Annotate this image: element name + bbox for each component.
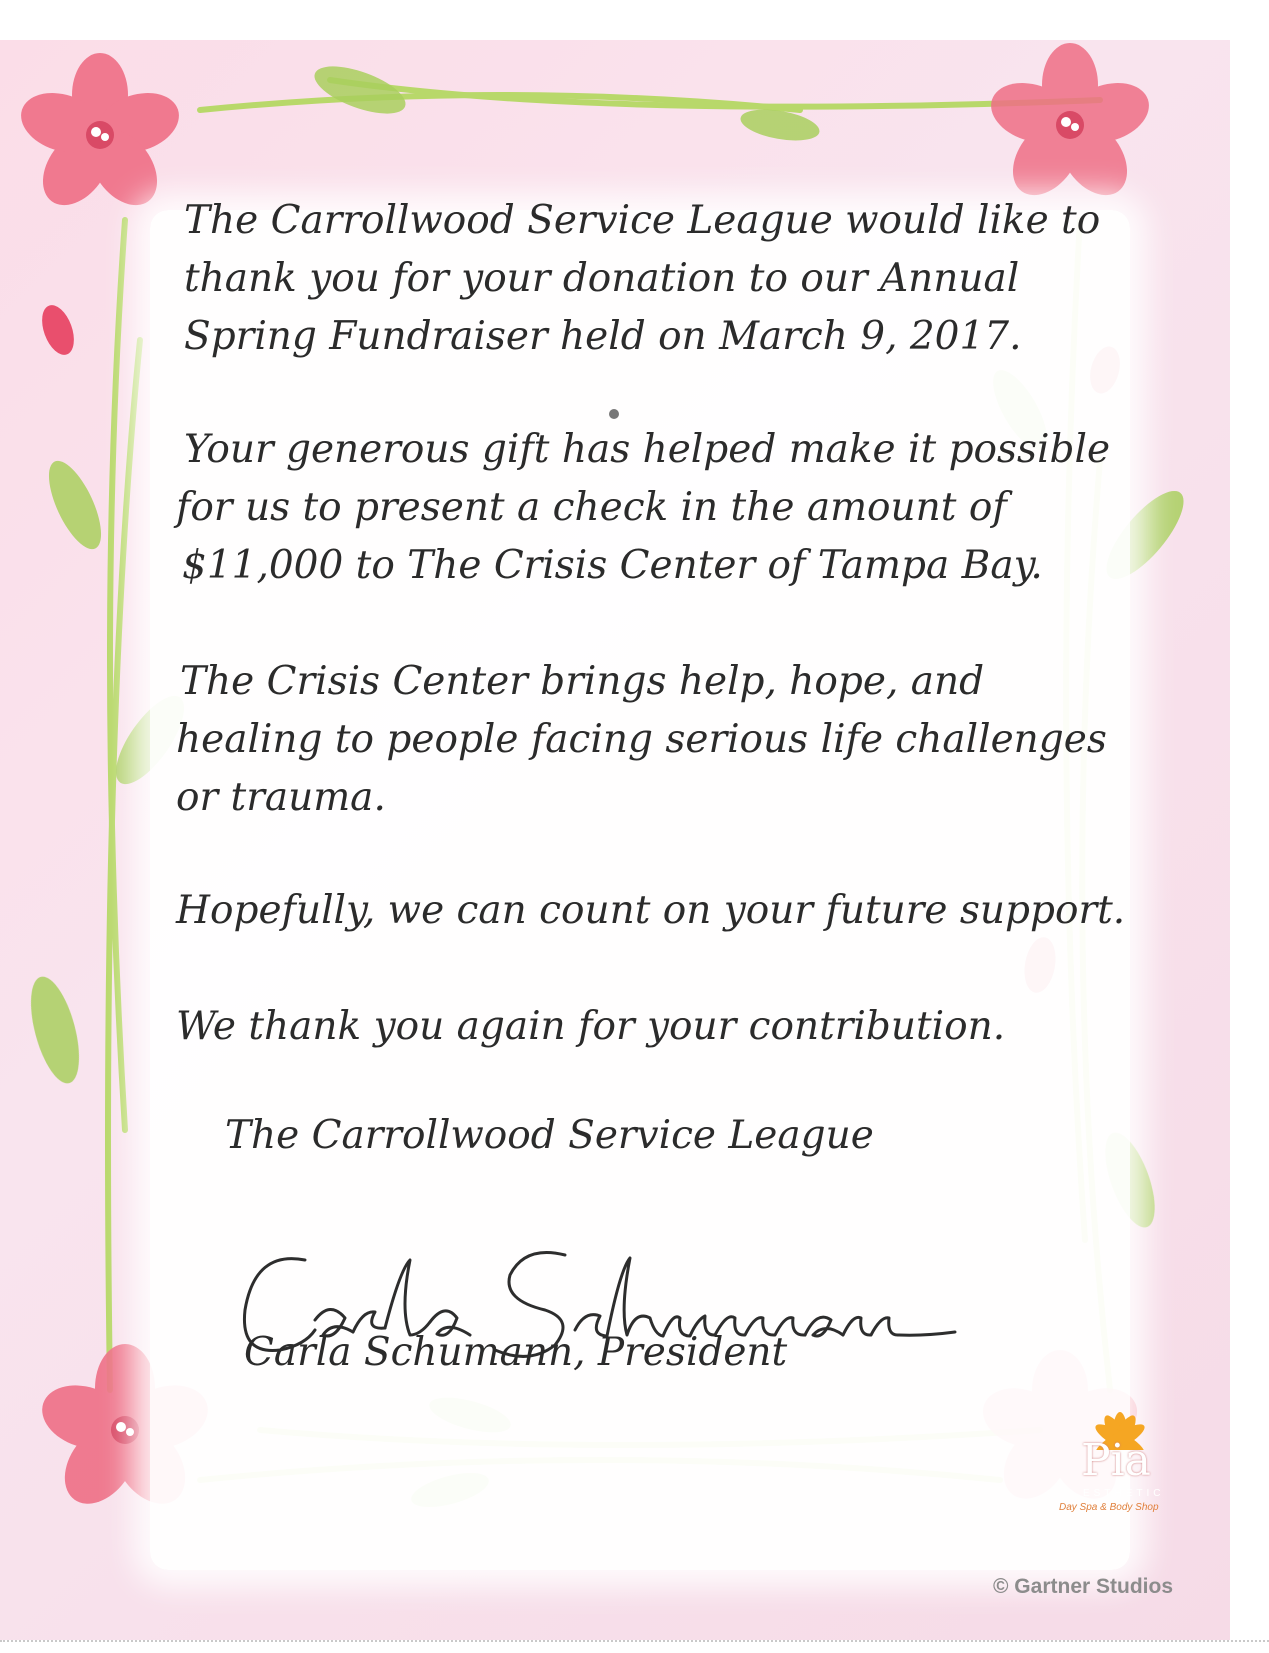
logo-subtitle: ESTHETIC: [1083, 1488, 1165, 1499]
pia-logo: [1055, 1380, 1185, 1520]
paragraph-1-line-2: thank you for your donation to our Annual: [184, 256, 1020, 301]
paragraph-5: We thank you again for your contribution.: [176, 1004, 1006, 1049]
logo-tagline: Day Spa & Body Shop: [1059, 1502, 1159, 1513]
paragraph-3-line-2: healing to people facing serious life challenges: [176, 717, 1107, 762]
paragraph-1-line-3: Spring Fundraiser held on March 9, 2017.: [184, 314, 1022, 359]
page-edge: [0, 1640, 1269, 1642]
paragraph-2-line-1: Your generous gift has helped make it possible: [184, 427, 1111, 472]
paragraph-2-line-2: for us to present a check in the amount of: [176, 485, 1007, 530]
logo-wordmark: Pia: [1081, 1435, 1151, 1486]
paragraph-2-line-3: $11,000 to The Crisis Center of Tampa Bay.: [182, 543, 1043, 588]
paragraph-3-line-3: or trauma.: [176, 775, 386, 820]
paragraph-3-line-1: The Crisis Center brings help, hope, and: [180, 659, 985, 704]
copyright-text: © Gartner Studios: [993, 1575, 1173, 1598]
closing-organization: The Carrollwood Service League: [225, 1113, 874, 1158]
paragraph-1-line-1: The Carrollwood Service League would like to: [184, 198, 1101, 243]
separator-dot: [609, 409, 619, 419]
paragraph-4: Hopefully, we can count on your future support.: [176, 888, 1126, 933]
signer-name-title: Carla Schumann, President: [244, 1330, 788, 1375]
